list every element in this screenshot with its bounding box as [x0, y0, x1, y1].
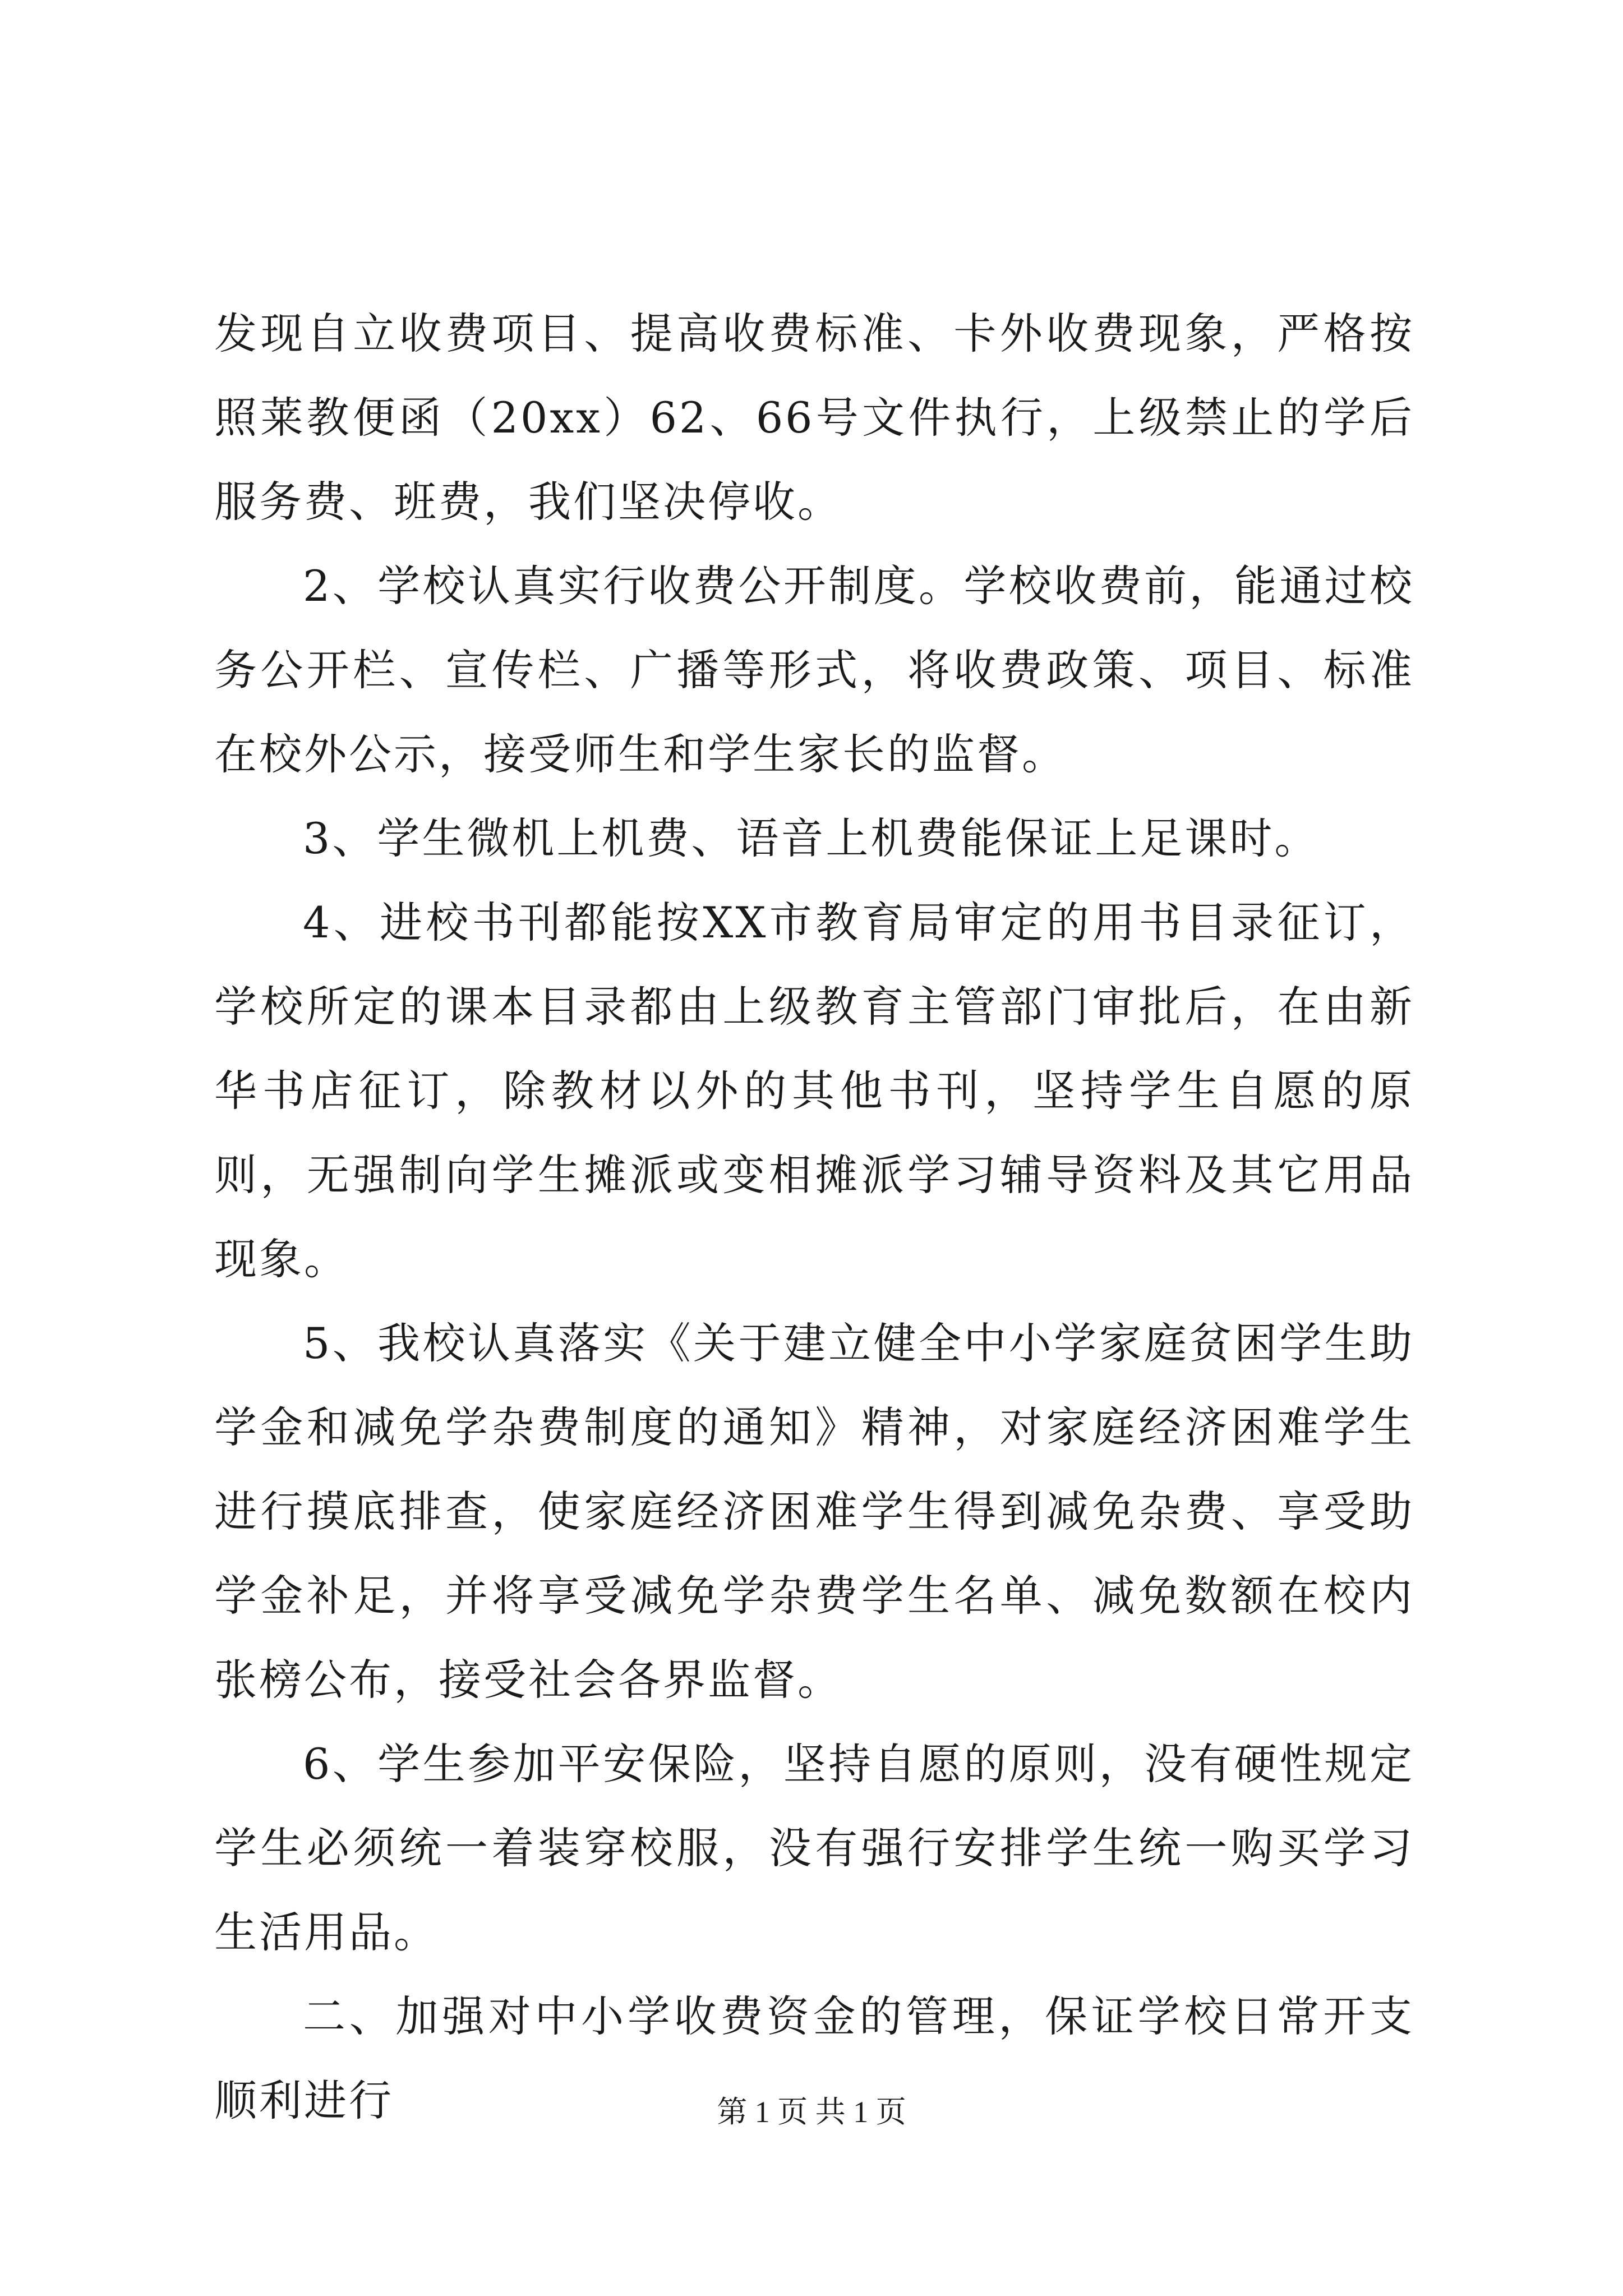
page-number-label: 第 1 页 共 1 页 [717, 2095, 906, 2129]
paragraph-continued: 发现自立收费项目、提高收费标准、卡外收费现象，严格按照莱教便函（20xx）62、66号文件执行，上级禁止的学后服务费、班费，我们坚决停收。 [214, 309, 1414, 527]
paragraph-item-4: 4、进校书刊都能按XX市教育局审定的用书目录征订，学校所定的课本目录都由上级教育主管部门审批后，在由新华书店征订，除教材以外的其他书刊，坚持学生自愿的原则，无强制向学生摊派或变相摊派学习辅导资料及其它用品现象。 [214, 898, 1414, 1284]
paragraph-item-3: 3、学生微机上机费、语音上机费能保证上足课时。 [303, 813, 1320, 863]
paragraph-item-2: 2、学校认真实行收费公开制度。学校收费前，能通过校务公开栏、宣传栏、广播等形式，将收费政策、项目、标准在校外公示，接受师生和学生家长的监督。 [214, 561, 1414, 779]
paragraph-item-5: 5、我校认真落实《关于建立健全中小学家庭贫困学生助学金和减免学杂费制度的通知》精神，对家庭经济困难学生进行摸底排查，使家庭经济困难学生得到减免杂费、享受助学金补足，并将享受减免学杂费学生名单、减免数额在校内张榜公布，接受社会各界监督。 [214, 1318, 1414, 1705]
paragraph-item-6: 6、学生参加平安保险，坚持自愿的原则，没有硬性规定学生必须统一着装穿校服，没有强行安排学生统一购买学习生活用品。 [214, 1739, 1414, 1957]
document-body [214, 292, 1414, 2143]
section-heading-2: 二、加强对中小学收费资金的管理，保证学校日常开支顺利进行 [214, 1991, 1414, 2125]
page-footer [0, 2092, 1623, 2132]
